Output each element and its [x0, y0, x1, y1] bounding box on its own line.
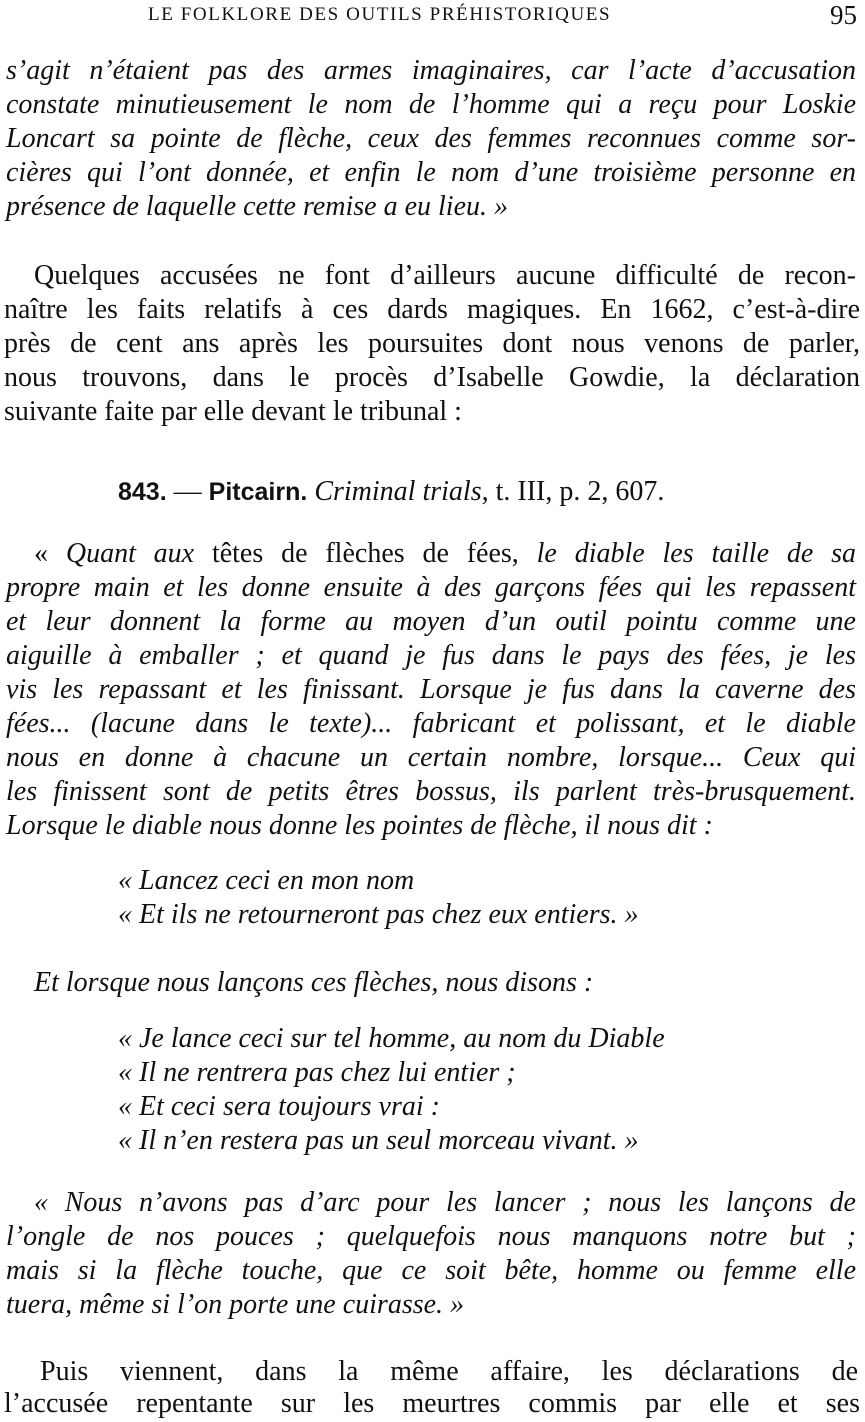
text-line: cières qui l’ont donnée, et enfin le nom d’une troisième personne en	[6, 157, 856, 188]
verse-line: « Lancez ceci en mon nom	[118, 865, 415, 896]
text-line: « Nous n’avons pas d’arc pour les lancer ; nous les lançons de	[34, 1187, 856, 1218]
text-line: les finissent sont de petits êtres bossus, ils parlent très-brusquement.	[6, 776, 856, 807]
running-title: LE FOLKLORE DES OUTILS PRÉHISTORIQUES	[148, 4, 612, 25]
citation-location: t. III, p. 2, 607.	[495, 476, 665, 507]
citation-heading	[118, 478, 664, 506]
text-line: fées... (lacune dans le texte)... fabricant et polissant, et le diable	[6, 708, 856, 739]
quote-open-mark: «	[34, 538, 66, 569]
text-line: propre main et les donne ensuite à des garçons fées qui les repassent	[6, 572, 856, 603]
verse-line: « Il ne rentrera pas chez lui entier ;	[118, 1057, 516, 1088]
verse-line: « Et ceci sera toujours vrai :	[118, 1091, 440, 1122]
text-line: vis les repassant et les finissant. Lorsque je fus dans la caverne des	[6, 674, 856, 705]
text-line: tuera, même si l’on porte une cuirasse. »	[6, 1289, 465, 1320]
verse-line: « Et ils ne retourneront pas chez eux entiers. »	[118, 899, 639, 930]
text-line: l’ongle de nos pouces ; quelquefois nous manquons notre but ;	[6, 1221, 856, 1252]
citation-work: Criminal trials,	[314, 476, 489, 507]
running-head	[0, 2, 865, 28]
text-line: Lorsque le diable nous donne les pointes de flèche, il nous dit :	[6, 810, 713, 841]
text-line: nous trouvons, dans le procès d’Isabelle Gowdie, la déclaration	[4, 362, 860, 393]
text-line: s’agit n’étaient pas des armes imaginaires, car l’acte d’accusation	[6, 55, 856, 86]
text-line: et leur donnent la forme au moyen d’un outil pointu comme une	[6, 606, 856, 637]
text-line: constate minutieusement le nom de l’homme qui a reçu pour Loskie	[6, 89, 856, 120]
text-line: Quelques accusées ne font d’ailleurs aucune difficulté de recon-	[34, 260, 856, 291]
interlude-line: Et lorsque nous lançons ces flèches, nous disons :	[34, 967, 594, 998]
quote-italic-segment: Quant aux	[65, 538, 195, 569]
text-line: près de cent ans après les poursuites dont nous venons de parler,	[4, 328, 860, 359]
verse-line: « Je lance ceci sur tel homme, au nom du Diable	[118, 1023, 665, 1054]
text-line: suivante faite par elle devant le tribunal :	[4, 396, 462, 427]
text-line: nous en donne à chacune un certain nombre, lorsque... Ceux qui	[6, 742, 856, 773]
page-number: 95	[830, 0, 857, 30]
text-line	[34, 540, 856, 568]
text-line: Puis viennent, dans la même affaire, les déclarations de	[40, 1356, 858, 1387]
text-line: mais si la flèche touche, que ce soit bête, homme ou femme elle	[6, 1255, 856, 1286]
text-line: naître les faits relatifs à ces dards magiques. En 1662, c’est-à-dire	[4, 294, 860, 325]
quote-roman-segment: têtes de flèches de fées,	[194, 538, 537, 569]
text-line: l’accusée repentante sur les meurtres commis par elle et ses	[4, 1388, 860, 1419]
citation-author: Pitcairn.	[208, 478, 308, 506]
verse-line: « Il n’en restera pas un seul morceau vivant. »	[118, 1125, 639, 1156]
text-line: aiguille à emballer ; et quand je fus dans le pays des fées, je les	[6, 640, 856, 671]
text-line: présence de laquelle cette remise a eu lieu. »	[6, 191, 508, 222]
text-line: Loncart sa pointe de flèche, ceux des femmes reconnues comme sor-	[6, 123, 856, 154]
quote-italic-segment: le diable les taille de sa	[536, 538, 856, 569]
citation-dash: —	[173, 476, 202, 507]
citation-number: 843.	[118, 478, 167, 506]
